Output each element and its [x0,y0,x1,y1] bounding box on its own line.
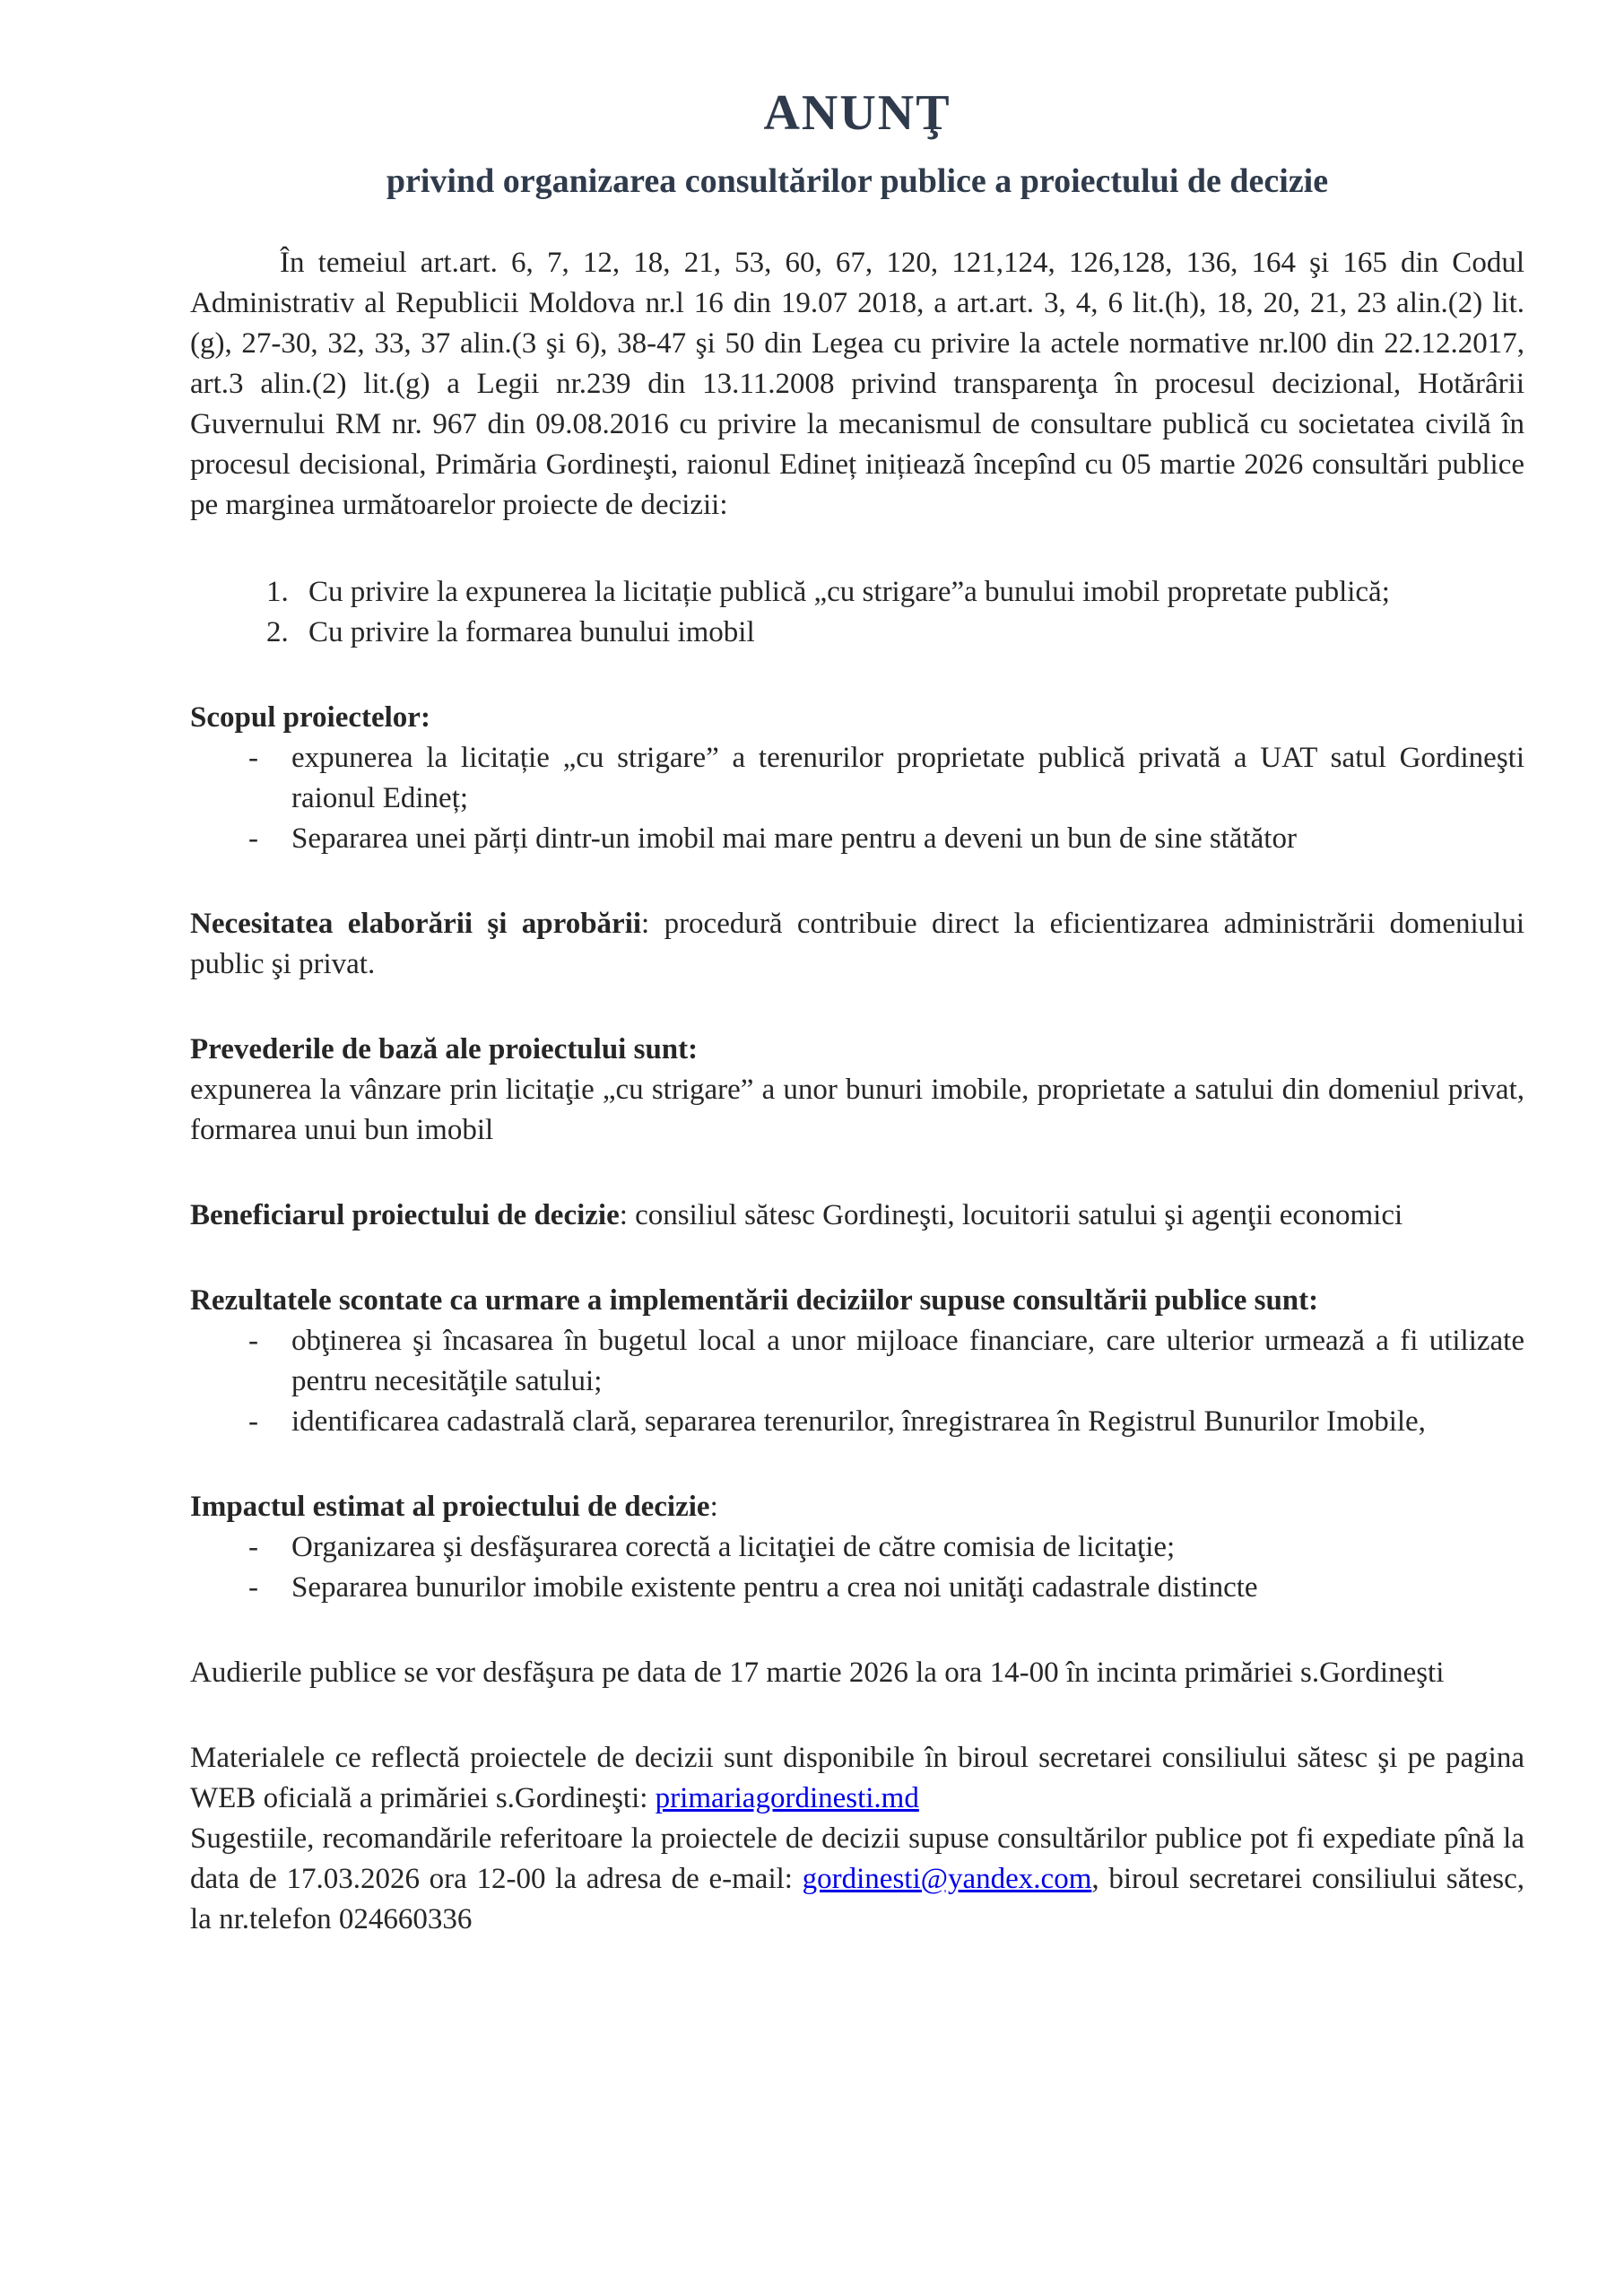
rezultatele-item-1: - obţinerea şi încasarea în bugetul local a unor mijloace financiare, care ulterior urmează a fi utilizate pentru necesităţile satului; [291,1321,1524,1402]
scopul-list [190,738,1524,859]
section-heading-prevederile: Prevederile de bază ale proiectului sunt: [190,1033,699,1066]
impactul-colon: : [709,1491,718,1524]
section-heading-rezultatele: Rezultatele scontate ca urmare a implementării deciziilor supuse consultării publice sunt: [190,1284,1319,1318]
impactul-label: Impactul estimat al proiectului de decizie [190,1491,710,1524]
rezultatele-item-2: - identificarea cadastrală clară, separarea terenurilor, înregistrarea în Registrul Bunurilor Imobile, [291,1402,1524,1442]
section-heading-scopul: Scopul proiectelor: [190,701,430,735]
materialele-paragraph [190,1738,1524,1819]
intro-paragraph: În temeiul art.art. 6, 7, 12, 18, 21, 53, 60, 67, 120, 121,124, 126,128, 136, 164 şi 165 din Codul Administrativ al Republicii Moldova nr.l 16 din 19.07 2018, a art.art. 3, 4, 6 lit.(h), 18, 20, 21, 23 alin.(2) lit. (g), 27-30, 32, 33, 37 alin.(3 şi 6), 38-47 şi 50 din Legea cu privire la actele normative nr.l00 din 22.12.2017, art.3 alin.(2) lit.(g) a Legii nr.239 din 13.11.2008 privind transparenţa în procesul decizional, Hotărârii Guvernului RM nr. 967 din 09.08.2016 cu privire la mecanismul de consultare publică cu societatea civilă în procesul decisional, Primăria Gordineşti, raionul Edineț inițiează începînd cu 05 martie 2026 consultări publice pe marginea următoarelor proiecte de decizii: [190,247,1524,522]
sugestiile-paragraph [190,1819,1524,1940]
decision-item-1: 1. Cu privire la expunerea la licitație publică „cu strigare”a bunului imobil propretate publică; [296,572,1524,613]
decision-list [190,572,1524,653]
necesitatea-text: : procedură contribuie direct la eficientizarea administrării domeniului public şi privat. [190,908,1524,981]
page-title: ANUNŢ [763,85,951,141]
section-heading-impactul [190,1487,1524,1527]
sugestiile-text-after: , biroul secretarei consiliului sătesc, la nr.telefon 024660336 [190,1863,1524,1936]
section-necesitatea [190,904,1524,985]
section-beneficiarul [190,1196,1524,1236]
website-link[interactable]: primariagordinesti.md [655,1782,919,1815]
beneficiarul-label: Beneficiarul proiectului de decizie [190,1199,620,1232]
audierile-paragraph: Audierile publice se vor desfăşura pe data de 17 martie 2026 la ora 14-00 în incinta primăriei s.Gordineşti [190,1657,1445,1690]
sugestiile-text-before: Sugestiile, recomandările referitoare la proiectele de decizii supuse consultărilor publice pot fi expediate pînă la data de 17.03.2026 ora 12-00 la adresa de e-mail: [190,1822,1524,1896]
impactul-item-1: - Organizarea şi desfăşurarea corectă a licitaţiei de către comisia de licitaţie; [291,1527,1524,1568]
impactul-list [190,1527,1524,1608]
rezultatele-list [190,1321,1524,1442]
email-link[interactable]: gordinesti@yandex.com [802,1863,1092,1896]
page-subtitle: privind organizarea consultărilor publice a proiectului de decizie [386,161,1329,200]
necesitatea-label: Necesitatea elaborării şi aprobării [190,908,642,941]
scopul-item-1: - expunerea la licitație „cu strigare” a terenurilor proprietate publică privată a UAT satul Gordineşti raionul Edineț; [291,738,1524,819]
materialele-text: Materialele ce reflectă proiectele de decizii sunt disponibile în biroul secretarei consiliului sătesc şi pe pagina WEB oficială a primăriei s.Gordineşti: [190,1742,1524,1815]
decision-item-2: 2. Cu privire la formarea bunului imobil [296,613,1524,653]
scopul-item-2: - Separarea unei părți dintr-un imobil mai mare pentru a deveni un bun de sine stătător [291,819,1524,859]
prevederile-text: expunerea la vânzare prin licitaţie „cu strigare” a unor bunuri imobile, proprietate a satului din domeniul privat, formarea unui bun imobil [190,1074,1524,1147]
impactul-item-2: - Separarea bunurilor imobile existente pentru a crea noi unităţi cadastrale distincte [291,1568,1524,1608]
beneficiarul-text: : consiliul sătesc Gordineşti, locuitorii satului şi agenţii economici [619,1199,1403,1232]
